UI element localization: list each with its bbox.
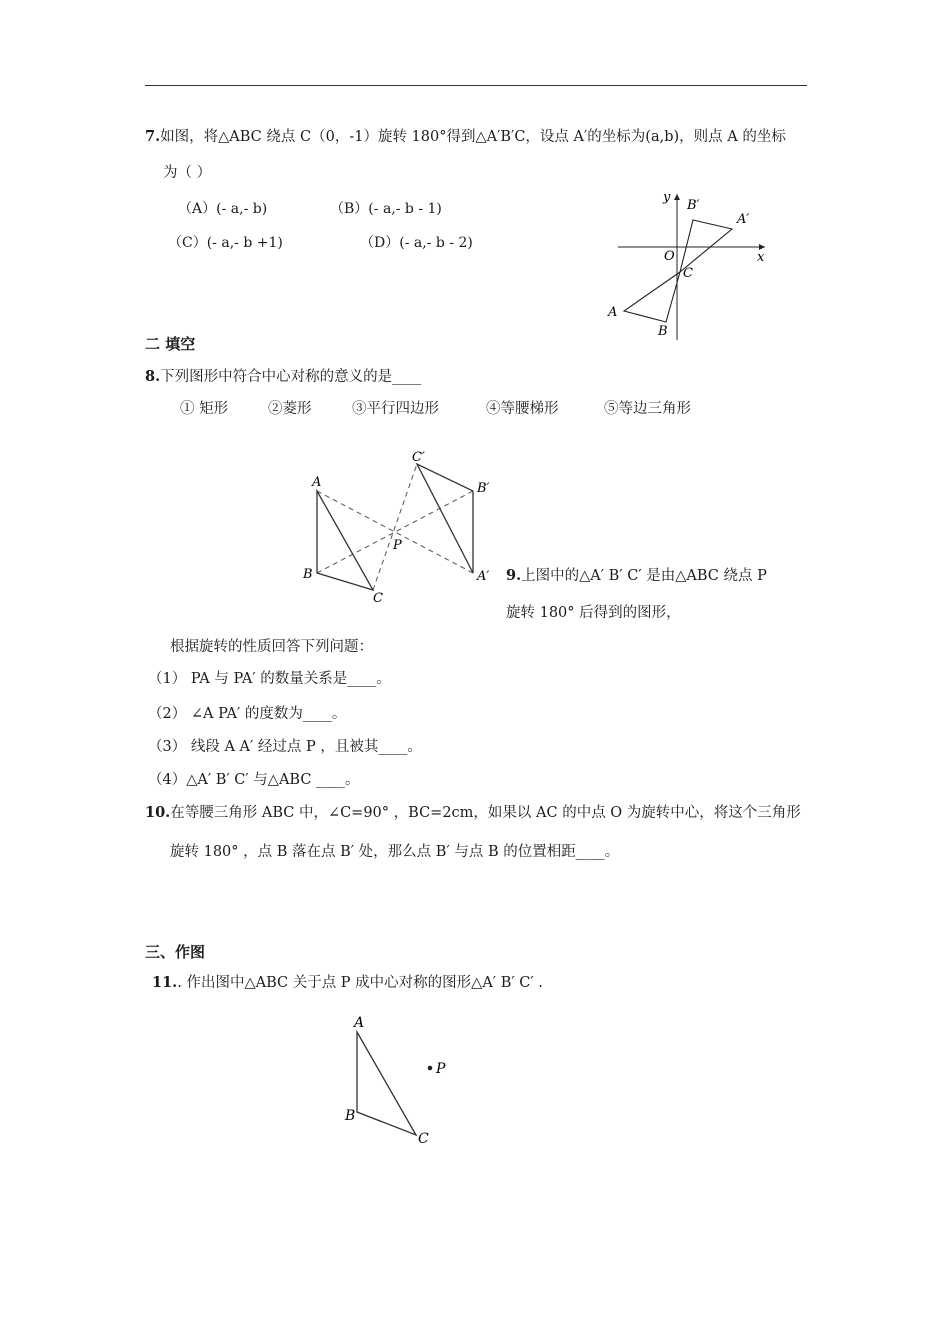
option-text: (- a,- b - 2) — [399, 235, 473, 251]
label-a: A — [312, 475, 322, 490]
label-x: x — [757, 250, 765, 265]
q11-figure — [335, 1010, 465, 1150]
q8-number: 8. — [145, 368, 161, 385]
q8-choice-2: ②菱形 — [268, 401, 312, 417]
q8-choice-1: ① 矩形 — [180, 401, 229, 417]
q9-figure — [295, 445, 505, 610]
q8-choice-3: ③平行四边形 — [352, 401, 439, 417]
q8-line — [145, 367, 421, 387]
section3-title: 三、作图 — [145, 943, 206, 961]
label-c: C — [418, 1131, 429, 1147]
option-key: （D） — [360, 235, 400, 251]
label-a1: A′ — [737, 212, 750, 227]
label-b1: B′ — [477, 481, 490, 496]
q7-option-a — [178, 198, 267, 218]
section2-title: 二 填空 — [145, 335, 196, 353]
q7-line1 — [145, 127, 786, 147]
q9-part-4: （4）△A′ B′ C′ 与△ABC ____。 — [148, 772, 360, 788]
option-key: （B） — [330, 201, 369, 217]
q11-line — [152, 973, 543, 993]
q7-option-d — [360, 232, 473, 252]
q8-stem: 下列图形中符合中心对称的意义的是____ — [160, 369, 422, 385]
label-p: P — [436, 1061, 446, 1077]
q8-choice-5: ⑤等边三角形 — [604, 401, 691, 417]
q10-number: 10. — [145, 804, 171, 821]
q10-line1 — [145, 803, 801, 823]
q9-part-1: （1） PA 与 PA′ 的数量关系是____。 — [148, 671, 391, 687]
q10-stem-line2: 旋转 180° ，点 B 落在点 B′ 处，那么点 B′ 与点 B 的位置相距____。 — [170, 844, 620, 860]
q9-stem-line2: 旋转 180° 后得到的图形， — [506, 605, 681, 621]
q9-number: 9. — [506, 567, 522, 584]
q9-intro: 根据旋转的性质回答下列问题： — [170, 639, 373, 655]
triangle-abc — [357, 1032, 416, 1135]
triangle-a1b1c — [680, 220, 732, 272]
label-c: C — [373, 591, 383, 606]
label-o: O — [664, 249, 675, 264]
triangle-abc — [624, 272, 680, 322]
label-b: B — [303, 567, 313, 582]
segment-cc1 — [373, 464, 417, 590]
q9-part-2: （2） ∠A PA′ 的度数为____。 — [148, 706, 347, 722]
label-c: C — [683, 266, 693, 281]
q7-number: 7. — [145, 128, 161, 145]
q7-option-c — [168, 232, 283, 252]
label-b: B — [658, 324, 668, 339]
label-a1: A′ — [477, 569, 490, 584]
q8-choice-4: ④等腰梯形 — [486, 401, 559, 417]
option-key: （A） — [178, 201, 217, 217]
q7-option-b — [330, 198, 442, 218]
label-c1: C′ — [412, 450, 425, 465]
option-text: (- a,- b - 1) — [368, 201, 442, 217]
header-rule — [145, 85, 807, 86]
q11-stem: . 作出图中△ABC 关于点 P 成中心对称的图形△A′ B′ C′ . — [177, 975, 543, 991]
option-text: (- a,- b) — [216, 201, 268, 217]
label-a: A — [608, 305, 618, 320]
q9-stem-line1: 上图中的△A′ B′ C′ 是由△ABC 绕点 P — [521, 568, 767, 584]
label-b1: B′ — [687, 198, 700, 213]
option-key: （C） — [168, 235, 207, 251]
q10-stem-line1: 在等腰三角形 ABC 中，∠C=90° ，BC=2cm，如果以 AC 的中点 O 为旋转中心，将这个三角形 — [170, 805, 801, 821]
label-a: A — [354, 1015, 365, 1031]
q9-part-3: （3） 线段 A A′ 经过点 P ，且被其____。 — [148, 739, 422, 755]
label-p: P — [393, 538, 402, 553]
q7-stem-line1: 如图，将△ABC 绕点 C（0，-1）旋转 180°得到△A′B′C，设点 A′的坐标为(a,b)，则点 A 的坐标 — [160, 129, 786, 145]
point-p — [428, 1066, 433, 1071]
label-b: B — [345, 1108, 356, 1124]
q7-figure — [600, 180, 780, 345]
q7-stem-line2: 为（ ） — [163, 165, 212, 181]
q11-number: 11. — [152, 974, 178, 991]
option-text: (- a,- b +1) — [206, 235, 283, 251]
triangle-a1b1c1 — [417, 464, 473, 573]
q9-line1 — [506, 566, 767, 586]
label-y: y — [663, 190, 671, 205]
